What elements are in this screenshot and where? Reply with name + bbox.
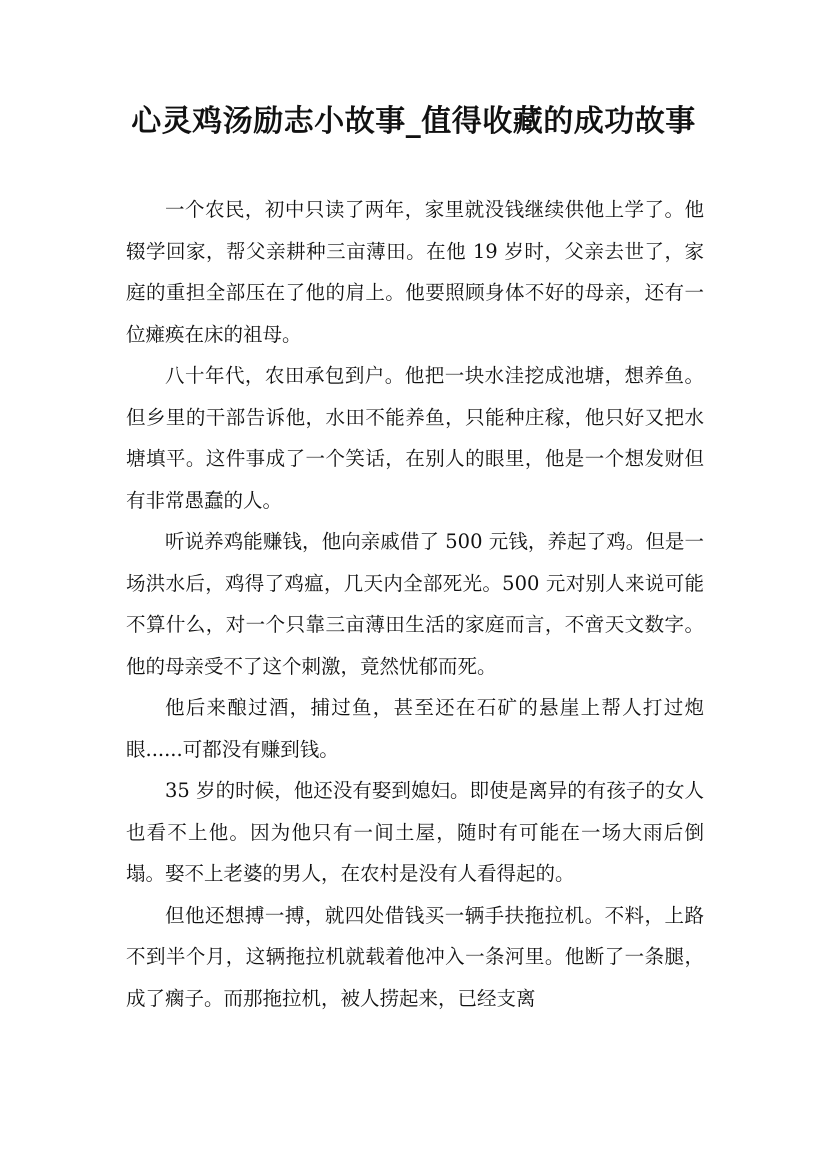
paragraph: 他后来酿过酒，捕过鱼，甚至还在石矿的悬崖上帮人打过炮眼......可都没有赚到钱。 [126,696,704,761]
paragraph: 但他还想搏一搏，就四处借钱买一辆手扶拖拉机。不料，上路不到半个月，这辆拖拉机就载着他冲入一条河里。他断了一条腿，成了瘸子。而那拖拉机，被人捞起来，已经支离 [126,903,704,1010]
paragraph: 35 岁的时候，他还没有娶到媳妇。即使是离异的有孩子的女人也看不上他。因为他只有一间土屋，随时有可能在一场大雨后倒塌。娶不上老婆的男人，在农村是没有人看得起的。 [126,779,704,885]
paragraph: 一个农民，初中只读了两年，家里就没钱继续供他上学了。他辍学回家，帮父亲耕种三亩薄田。在他 19 岁时，父亲去世了，家庭的重担全部压在了他的肩上。他要照顾身体不好的母亲，还有一位瘫痪在床的祖母。 [126,198,704,346]
document-title: 心灵鸡汤励志小故事_值得收藏的成功故事 [131,104,696,139]
document-body [126,189,704,1019]
paragraph: 听说养鸡能赚钱，他向亲戚借了 500 元钱，养起了鸡。但是一场洪水后，鸡得了鸡瘟，几天内全部死光。500 元对别人来说可能不算什么，对一个只靠三亩薄田生活的家庭而言，不啻天文数字。他的母亲受不了这个刺激，竟然忧郁而死。 [126,530,704,678]
paragraph: 八十年代，农田承包到户。他把一块水洼挖成池塘，想养鱼。但乡里的干部告诉他，水田不能养鱼，只能种庄稼，他只好又把水塘填平。这件事成了一个笑话，在别人的眼里，他是一个想发财但有非常愚蠢的人。 [126,364,704,512]
